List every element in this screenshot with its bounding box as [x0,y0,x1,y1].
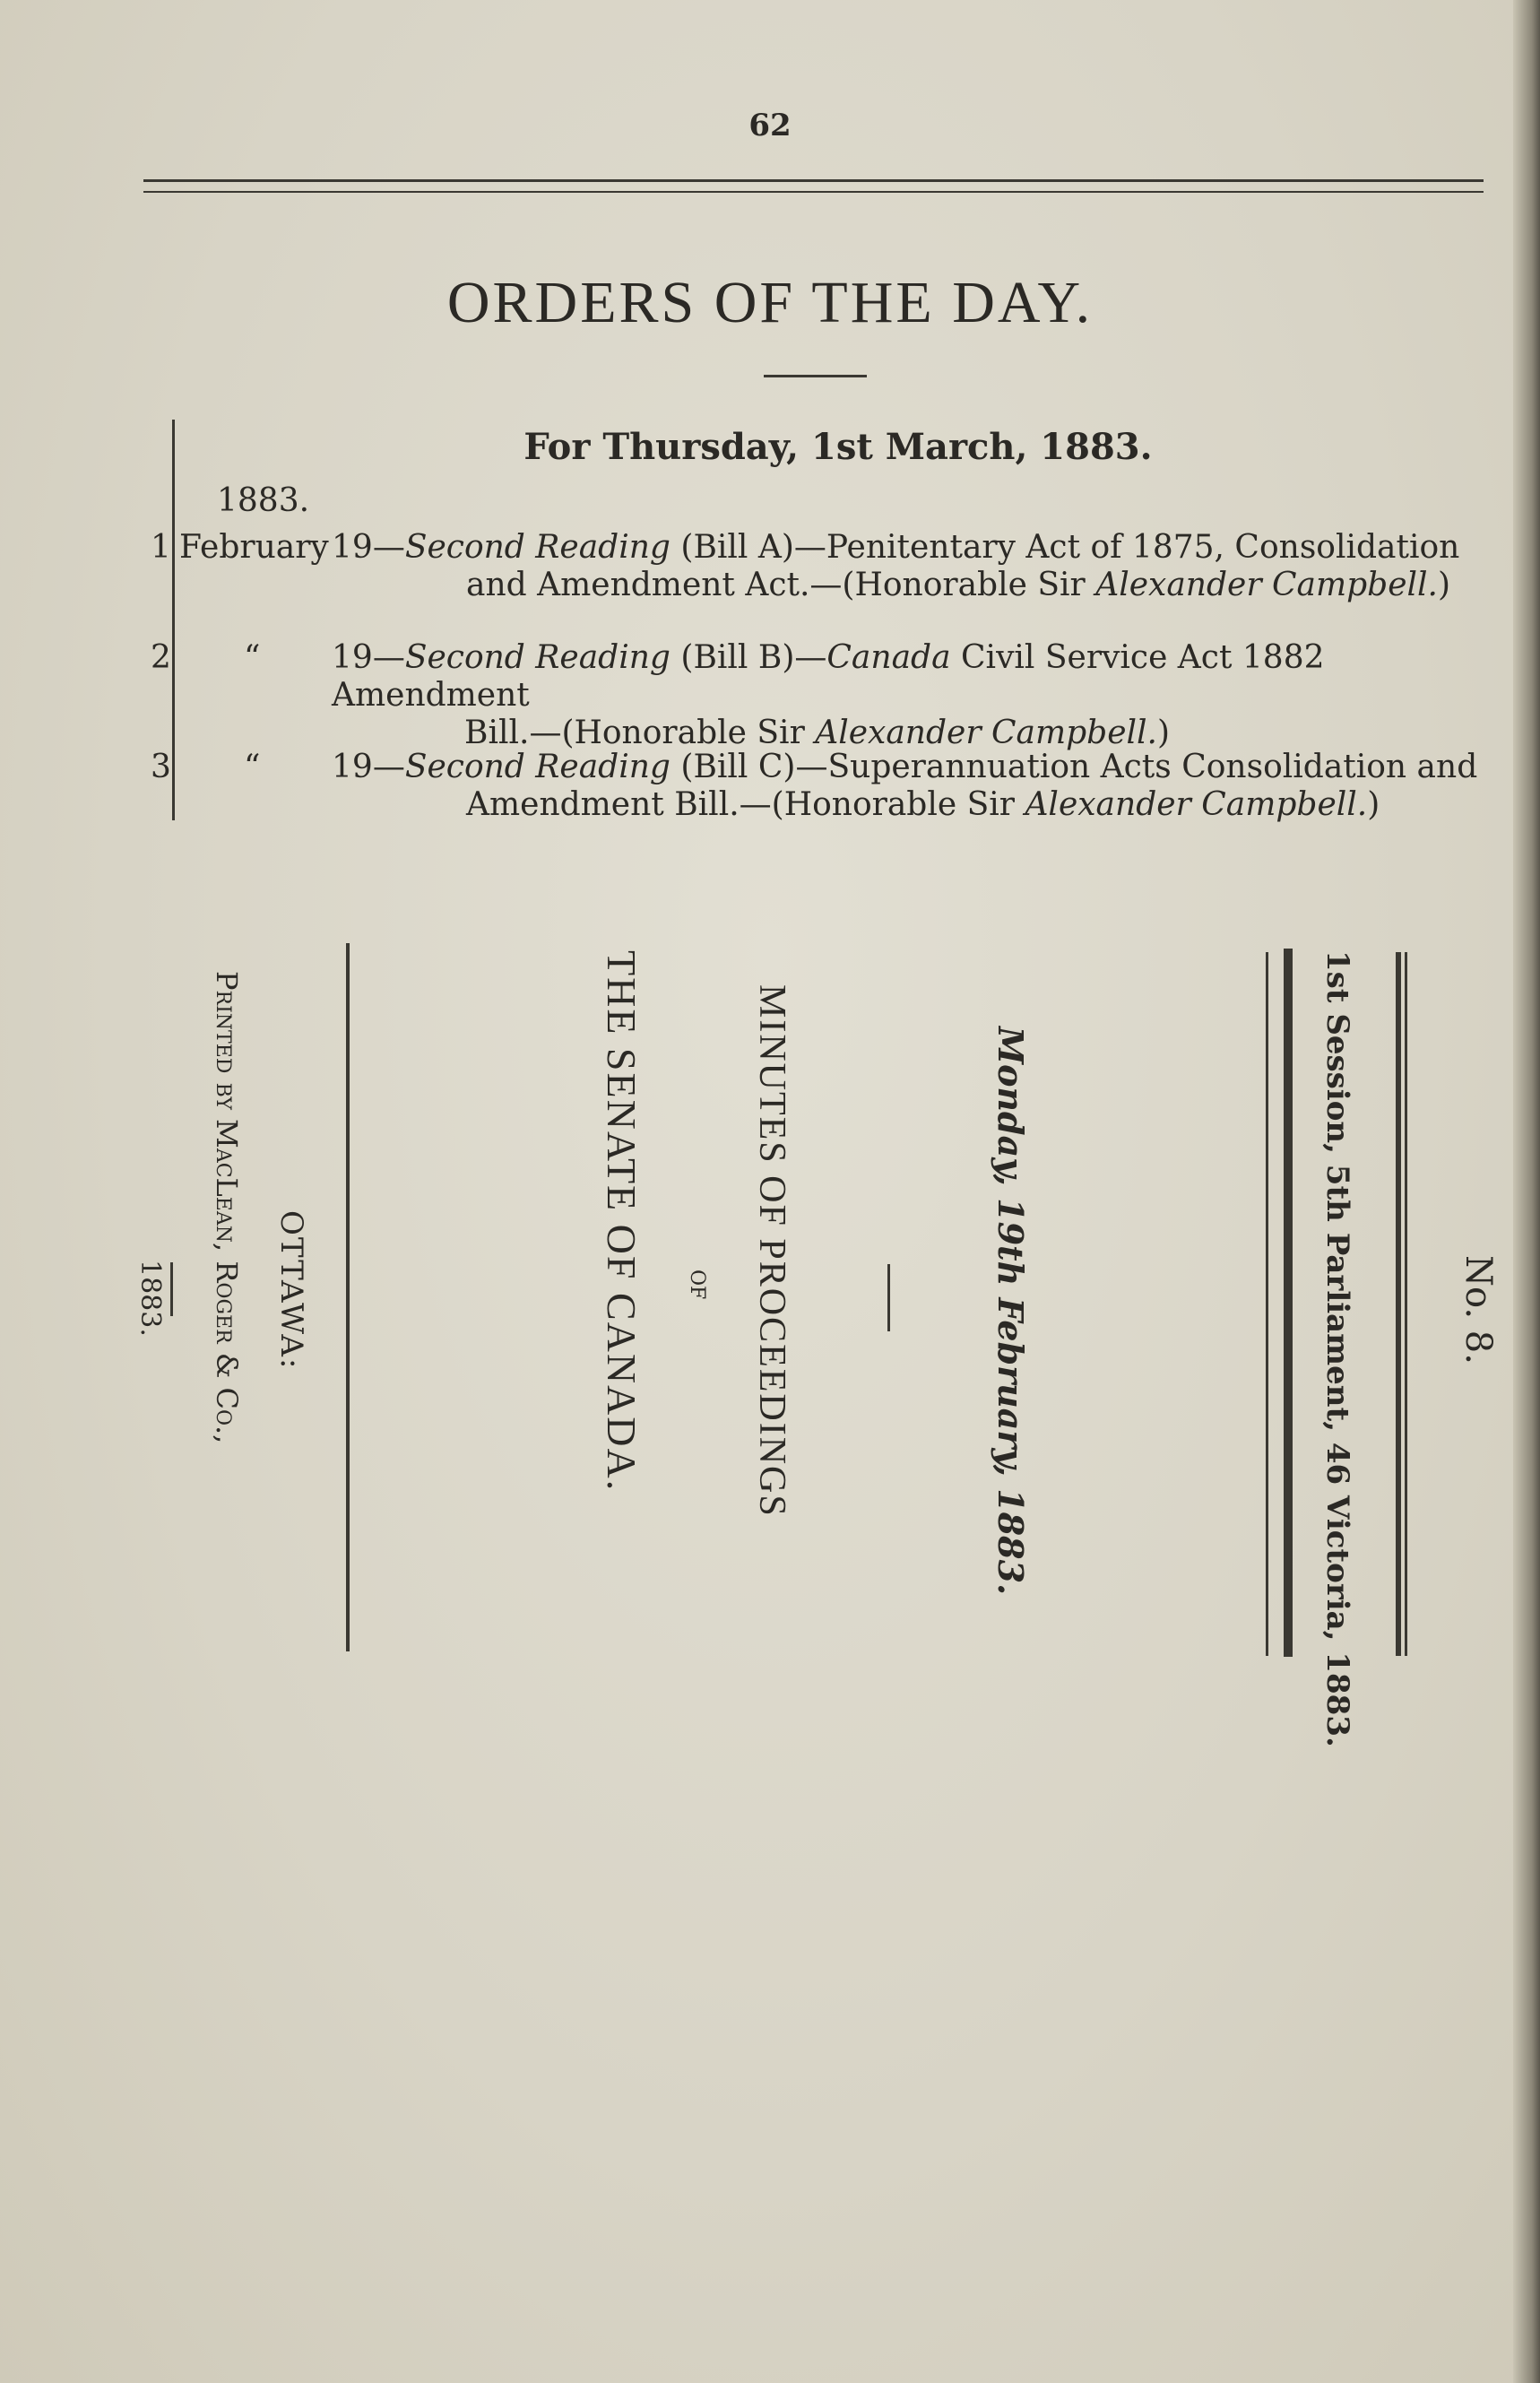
year-label: 1883. [217,482,310,519]
order-month: “ [244,639,261,676]
order-item-1 [0,529,1524,610]
cover-rule-left [346,943,350,1651]
title-rule [764,375,867,377]
order-item-3 [0,749,1524,829]
order-bill-rest: Civil Service Act 1882 Amendment [332,639,1325,714]
order-bill-italic: Canada [826,639,951,676]
cover-rule-heavy-right [1284,949,1293,1657]
order-number: 3 [151,749,171,785]
orders-date-heading: For Thursday, 1st March, 1883. [523,426,1153,468]
order-month: “ [244,749,261,785]
cover-rule-thin-right [1405,952,1407,1656]
order-bill-text: (Bill C)—Superannuation Acts Consolidation and [670,749,1478,785]
order-line2-text: and Amendment Act.—(Honorable Sir [466,567,1096,603]
cover-city: OTTAWA: [273,1210,309,1371]
order-text: 19—Second Reading (Bill C)—Superannuation Acts Consolidation and Amendment Bill.—(Honorable Sir Alexander Campbell.) [332,749,1497,824]
order-day: 19 [332,529,373,566]
order-month: February [179,529,329,566]
order-text: 19—Second Reading (Bill A)—Penitentary Act of 1875, Consolidation and Amendment Act.—(Honorable Sir Alexander Campbell.) [332,529,1488,604]
order-mover: Alexander Campbell. [1025,786,1368,823]
cover-rule-year [170,1262,173,1316]
order-line2 [332,786,1497,824]
cover-session: 1st Session, 5th Parliament, 46 Victoria, 1883. [1319,950,1355,1747]
order-day: 19 [332,749,373,785]
order-item-2 [0,639,1524,751]
cover-heading-of: OF [686,1269,708,1300]
order-line2-close: ) [1437,567,1451,603]
order-reading: Second Reading [404,529,671,566]
cover-heading-line2: THE SENATE OF CANADA. [599,950,645,1493]
cover-printer: Printed by MacLean, Roger & Co., [210,971,244,1444]
order-line2 [332,567,1488,604]
order-text: 19—Second Reading (Bill B)—Canada Civil Service Act 1882 Amendment Bill.—(Honorable Sir Alexander Campbell.) [332,639,1497,752]
order-number: 1 [151,529,171,566]
order-line2-text: Bill.—(Honorable Sir [464,715,816,751]
order-bill-text: (Bill B)— [670,639,827,676]
order-mover: Alexander Campbell. [815,715,1157,751]
cover-number: No. 8. [1458,1255,1499,1365]
cover-rule-short [887,1264,890,1331]
order-number: 2 [151,639,171,676]
header-double-rule [143,179,1484,193]
cover-print-year: 1883. [134,1260,166,1337]
order-line2 [332,715,1497,752]
book-spine-shadow [1513,0,1540,2383]
order-reading: Second Reading [404,749,671,785]
order-mover: Alexander Campbell. [1095,567,1438,603]
order-day: 19 [332,639,373,676]
cover-rule-thick-right [1396,952,1401,1656]
cover-heading-line1: MINUTES OF PROCEEDINGS [751,984,792,1518]
page-number: 62 [748,108,792,143]
cover-date: Monday, 19th February, 1883. [991,1027,1031,1596]
order-line2-close: ) [1367,786,1380,823]
page-title: ORDERS OF THE DAY. [446,270,1094,335]
order-line2-close: ) [1157,715,1171,751]
order-line2-text: Amendment Bill.—(Honorable Sir [466,786,1025,823]
order-reading: Second Reading [404,639,671,676]
cover-rule-thin-inner [1266,952,1268,1656]
order-bill-text: (Bill A)—Penitentary Act of 1875, Consolidation [670,529,1460,566]
